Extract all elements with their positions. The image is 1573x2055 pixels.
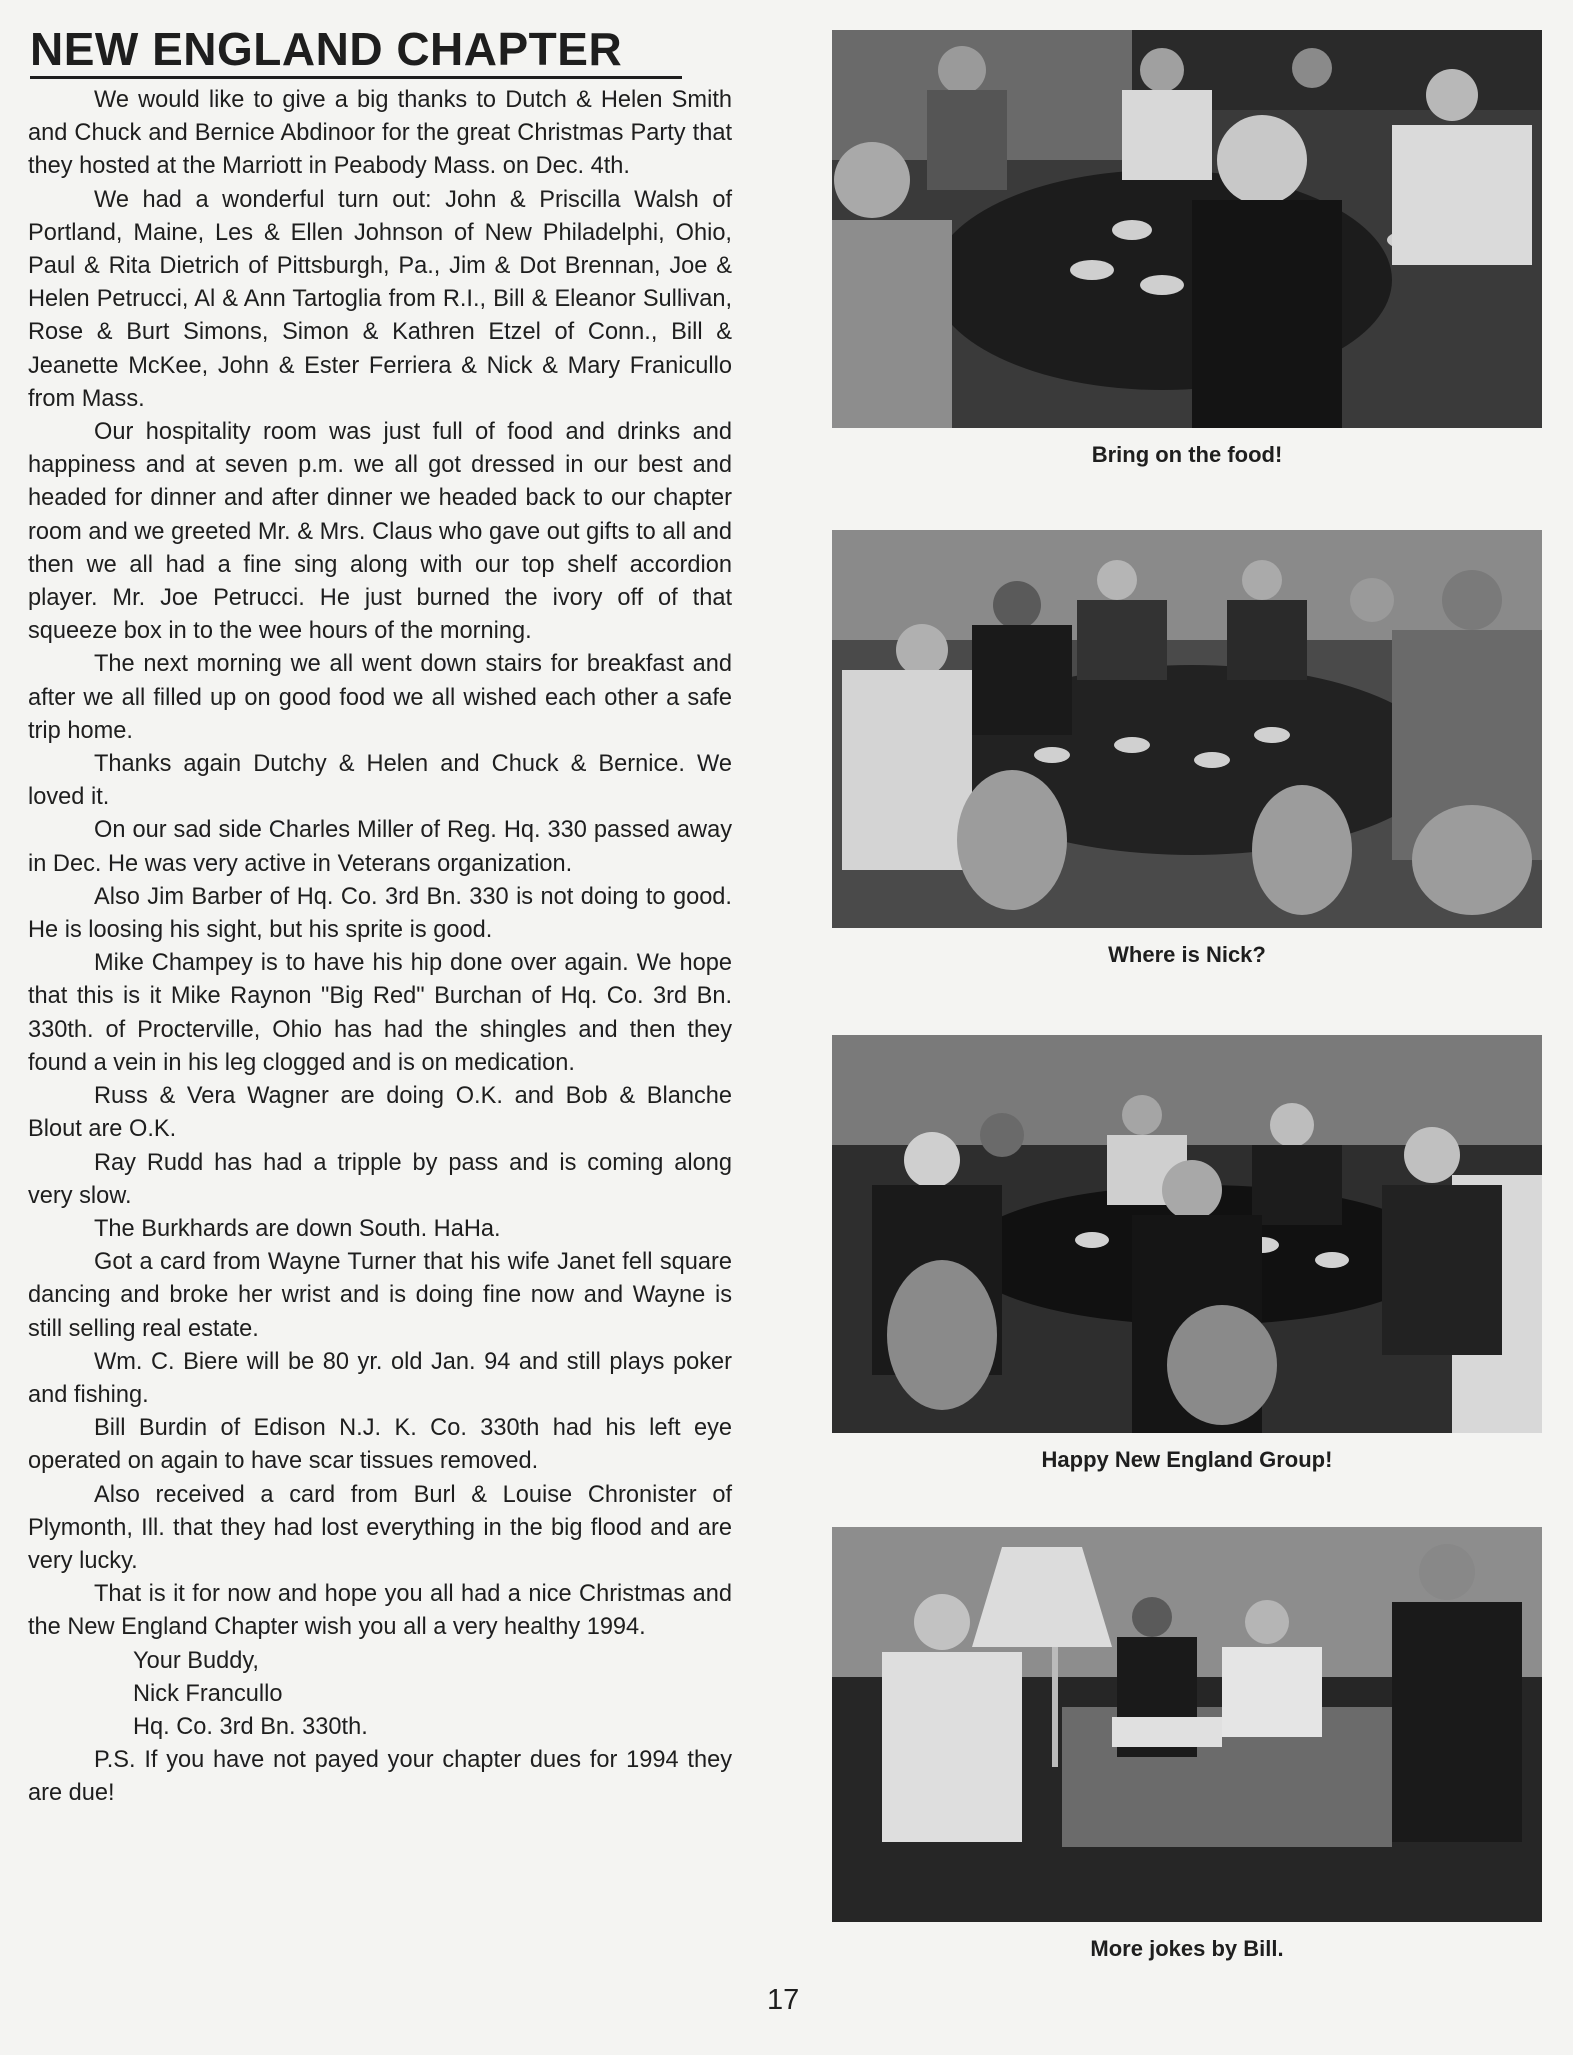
signoff-line: Your Buddy, xyxy=(133,1647,259,1674)
signoff-name: Nick Francullo xyxy=(133,1680,283,1707)
paragraph: On our sad side Charles Miller of Reg. Hq. 330 passed away in Dec. He was very active in Veterans organization. xyxy=(28,817,732,877)
paragraph: Also received a card from Burl & Louise Chronister of Plymonth, Ill. that they had lost everything in the big flood and are very lucky. xyxy=(28,1481,732,1574)
signoff-unit: Hq. Co. 3rd Bn. 330th. xyxy=(133,1713,368,1740)
photo-dinner-table-3 xyxy=(832,1035,1542,1433)
paragraph: We would like to give a big thanks to Dutch & Helen Smith and Chuck and Bernice Abdinoor for the great Christmas Party that they hosted at the Marriott in Peabody Mass. on Dec. 4th. xyxy=(28,87,732,180)
chapter-heading: NEW ENGLAND CHAPTER xyxy=(30,26,682,79)
paragraph: Mike Champey is to have his hip done over again. We hope that this is it Mike Raynon "Big Red" Burchan of Hq. Co. 3rd Bn. 330th. of Procterville, Ohio has had the shingles and then they found a vein in his leg clogged and is on medication. xyxy=(28,950,732,1076)
paragraph: Also Jim Barber of Hq. Co. 3rd Bn. 330 is not doing to good. He is loosing his sight, but his sprite is good. xyxy=(28,883,732,944)
photo-sofa-group xyxy=(832,1527,1542,1922)
paragraph: That is it for now and hope you all had a nice Christmas and the New England Chapter wish you all a very healthy 1994. xyxy=(28,1581,732,1641)
photo-caption: Where is Nick? xyxy=(1108,942,1266,967)
photo-block-4 xyxy=(832,1527,1542,1962)
paragraph: Thanks again Dutchy & Helen and Chuck & Bernice. We loved it. xyxy=(28,751,732,811)
photo-caption: More jokes by Bill. xyxy=(1090,1936,1284,1961)
paragraph: Bill Burdin of Edison N.J. K. Co. 330th had his left eye operated on again to have scar tissues removed. xyxy=(28,1415,732,1475)
paragraph: The Burkhards are down South. HaHa. xyxy=(94,1215,501,1242)
page-number: 17 xyxy=(767,1984,800,2016)
paragraph: Ray Rudd has had a tripple by pass and is coming along very slow. xyxy=(28,1149,732,1209)
photo-caption: Bring on the food! xyxy=(1091,442,1283,467)
paragraph: Got a card from Wayne Turner that his wife Janet fell square dancing and broke her wrist and is doing fine now and Wayne is still selling real estate. xyxy=(28,1249,732,1342)
photo-caption: Happy New England Group! xyxy=(1041,1447,1333,1472)
photo-dinner-table-2 xyxy=(832,530,1542,928)
paragraph: We had a wonderful turn out: John & Priscilla Walsh of Portland, Maine, Les & Ellen Johnson of New Philadelphi, Ohio, Paul & Rita Dietrich of Pittsburgh, Pa., Jim & Dot Brennan, Joe & Helen Petrucci, Al & Ann Tartoglia from R.I., Bill & Eleanor Sullivan, Rose & Burt Simons, Simon & Kathren Etzel of Conn., Bill & Jeanette McKee, John & Ester Ferriera & Nick & Mary Franicullo from Mass. xyxy=(28,186,732,412)
photo-block-3 xyxy=(832,1035,1542,1473)
photo-dinner-table-1 xyxy=(832,30,1542,428)
paragraph: Our hospitality room was just full of food and drinks and happiness and at seven p.m. we all got dressed in our best and headed for dinner and after dinner we headed back to our chapter room and we greeted Mr. & Mrs. Claus who gave out gifts to all and then we all had a fine sing along with our top shelf accordion player. Mr. Joe Petrucci. He just burned the ivory off of that squeeze box in to the wee hours of the morning. xyxy=(28,419,732,645)
postscript: P.S. If you have not payed your chapter dues for 1994 they are due! xyxy=(28,1747,732,1807)
article-body xyxy=(28,84,732,1811)
paragraph: Russ & Vera Wagner are doing O.K. and Bob & Blanche Blout are O.K. xyxy=(28,1083,732,1143)
photo-block-2 xyxy=(832,530,1542,968)
photo-block-1 xyxy=(832,30,1542,468)
paragraph: Wm. C. Biere will be 80 yr. old Jan. 94 and still plays poker and fishing. xyxy=(28,1348,732,1408)
paragraph: The next morning we all went down stairs for breakfast and after we all filled up on good food we all wished each other a safe trip home. xyxy=(28,651,732,744)
